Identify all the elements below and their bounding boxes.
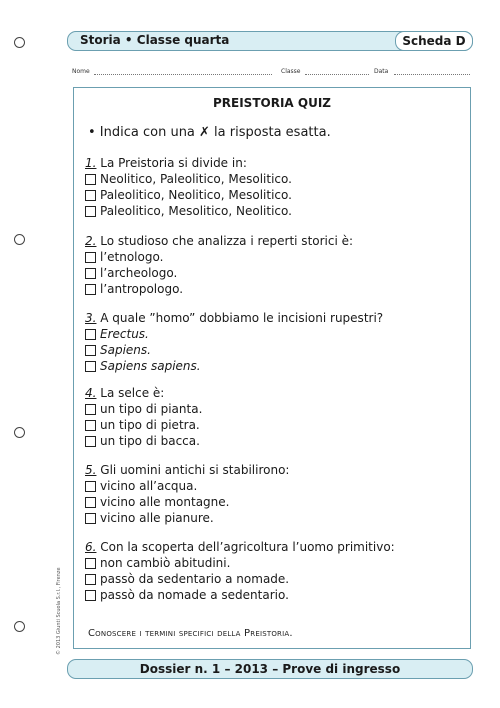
binder-hole [14, 621, 25, 632]
checkbox[interactable] [85, 558, 96, 569]
question-text: Con la scoperta dell’agricoltura l’uomo primitivo: [100, 540, 395, 554]
footer-bar: Dossier n. 1 – 2013 – Prove di ingresso [67, 659, 473, 679]
checkbox[interactable] [85, 206, 96, 217]
quiz-title: PREISTORIA QUIZ [212, 96, 331, 110]
class-label: Classe [281, 68, 301, 75]
checkbox[interactable] [85, 497, 96, 508]
answer-option[interactable]: vicino alle pianure. [85, 510, 289, 526]
question-text: La selce è: [100, 386, 165, 400]
question-6 [85, 539, 395, 603]
answer-option[interactable]: un tipo di bacca. [85, 433, 202, 449]
answer-option[interactable]: Neolitico, Paleolitico, Mesolitico. [85, 171, 292, 187]
question-text: La Preistoria si divide in: [100, 156, 247, 170]
checkbox[interactable] [85, 404, 96, 415]
answer-option[interactable]: passò da sedentario a nomade. [85, 571, 395, 587]
class-field[interactable] [305, 74, 369, 75]
answer-option[interactable]: Sapiens sapiens. [85, 358, 383, 374]
question-text: Gli uomini antichi si stabilirono: [100, 463, 290, 477]
checkbox[interactable] [85, 268, 96, 279]
question-3 [85, 310, 383, 374]
date-field[interactable] [394, 74, 470, 75]
question-1 [85, 155, 292, 219]
checkbox[interactable] [85, 420, 96, 431]
binder-hole [14, 427, 25, 438]
answer-option[interactable]: passò da nomade a sedentario. [85, 587, 395, 603]
answer-option[interactable]: vicino all’acqua. [85, 478, 289, 494]
learning-objective: Conoscere i termini specifici della Preistoria. [88, 628, 293, 639]
answer-option[interactable]: un tipo di pietra. [85, 417, 202, 433]
answer-option[interactable]: vicino alle montagne. [85, 494, 289, 510]
header-bar [67, 31, 473, 51]
question-number: 3. [85, 311, 97, 325]
binder-hole [14, 37, 25, 48]
question-number: 1. [85, 156, 97, 170]
question-number: 4. [85, 386, 97, 400]
instruction-text: • Indica con una ✗ la risposta esatta. [88, 125, 331, 140]
answer-option[interactable]: Sapiens. [85, 342, 383, 358]
question-5 [85, 462, 289, 526]
name-label: Nome [72, 68, 90, 75]
answer-option[interactable]: l’etnologo. [85, 249, 353, 265]
answer-option[interactable]: Erectus. [85, 326, 383, 342]
checkbox[interactable] [85, 590, 96, 601]
checkbox[interactable] [85, 174, 96, 185]
binder-hole [14, 234, 25, 245]
question-number: 2. [85, 234, 97, 248]
question-text: A quale ”homo” dobbiamo le incisioni rupestri? [100, 311, 384, 325]
checkbox[interactable] [85, 574, 96, 585]
checkbox[interactable] [85, 436, 96, 447]
sheet-label: Scheda D [395, 31, 473, 51]
question-number: 5. [85, 463, 97, 477]
answer-option[interactable]: un tipo di pianta. [85, 401, 202, 417]
name-field[interactable] [94, 74, 272, 75]
date-label: Data [374, 68, 389, 75]
checkbox[interactable] [85, 329, 96, 340]
answer-option[interactable]: l’archeologo. [85, 265, 353, 281]
checkbox[interactable] [85, 361, 96, 372]
question-2 [85, 233, 353, 297]
answer-option[interactable]: l’antropologo. [85, 281, 353, 297]
checkbox[interactable] [85, 513, 96, 524]
checkbox[interactable] [85, 252, 96, 263]
question-number: 6. [85, 540, 97, 554]
question-text: Lo studioso che analizza i reperti storici è: [100, 234, 354, 248]
checkbox[interactable] [85, 284, 96, 295]
answer-option[interactable]: Paleolitico, Neolitico, Mesolitico. [85, 187, 292, 203]
question-4 [85, 385, 202, 449]
checkbox[interactable] [85, 481, 96, 492]
quiz-card [73, 87, 471, 649]
copyright-notice: © 2013 Giunti Scuola S.r.l., Firenze [56, 567, 62, 655]
answer-option[interactable]: non cambiò abitudini. [85, 555, 395, 571]
checkbox[interactable] [85, 345, 96, 356]
checkbox[interactable] [85, 190, 96, 201]
subject-label: Storia • Classe quarta [80, 33, 230, 47]
answer-option[interactable]: Paleolitico, Mesolitico, Neolitico. [85, 203, 292, 219]
